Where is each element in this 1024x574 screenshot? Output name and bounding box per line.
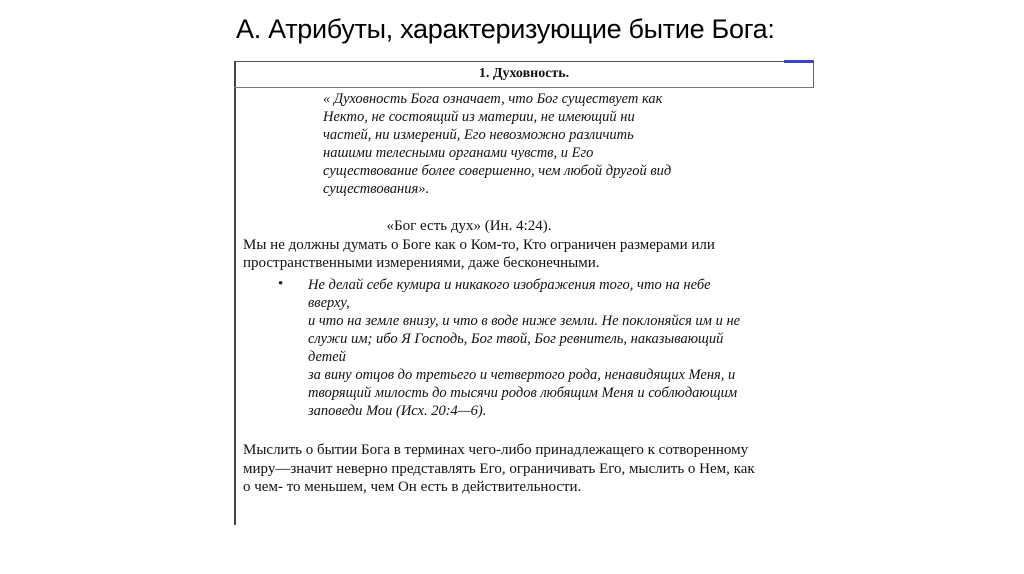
- bullet-line: за вину отцов до третьего и четвертого рода, ненавидящих Меня, и: [308, 367, 736, 383]
- bullet-line: творящий милость до тысячи родов любящим Меня и соблюдающим: [308, 385, 738, 401]
- bullet-line: заповеди Мои (Исх. 20:4—6).: [308, 403, 487, 419]
- paragraph-line: пространственными измерениями, даже бесконечными.: [243, 255, 600, 271]
- heading-underline-border: [234, 87, 814, 88]
- bullet-line: и что на земле внизу, и что в воде ниже земли. Не поклоняйся им и не: [308, 313, 741, 329]
- quote-line: Некто, не состоящий из материи, не имеющий ни: [323, 109, 635, 125]
- table-left-border: [234, 61, 236, 525]
- quote-line: существования».: [323, 181, 430, 197]
- paragraph-line: о чем- то меньшем, чем Он есть в действительности.: [243, 479, 582, 495]
- paragraph-line: миру—значит неверно представлять Его, ограничивать Его, мыслить о Нем, как: [243, 460, 755, 477]
- paragraph-line: Мы не должны думать о Боге как о Ком-то, Кто ограничен размерами или: [243, 237, 715, 253]
- table-top-border: [234, 61, 814, 62]
- bullet-line: вверху,: [308, 295, 350, 311]
- bullet-icon: •: [278, 276, 284, 292]
- verse-reference: «Бог есть дух» (Ин. 4:24).: [386, 218, 552, 234]
- closing-paragraph: [243, 441, 813, 497]
- quote-line: частей, ни измерений, Его невозможно различить: [323, 127, 634, 143]
- slide-title: А. Атрибуты, характеризующие бытие Бога:: [236, 14, 775, 44]
- scanned-document: [234, 60, 816, 526]
- bullet-text: [308, 276, 808, 420]
- intro-paragraph: [243, 236, 808, 272]
- accent-rule: [784, 60, 814, 63]
- quote-line: существование более совершенно, чем любой другой вид: [323, 163, 672, 179]
- paragraph-line: Мыслить о бытии Бога в терминах чего-либо принадлежащего к сотворенному: [243, 442, 749, 458]
- bullet-line: Не делай себе кумира и никакого изображения того, что на небе: [308, 277, 711, 293]
- quote-line: нашими телесными органами чувств, и Его: [323, 145, 594, 161]
- bullet-line: служи им; ибо Я Господь, Бог твой, Бог ревнитель, наказывающий: [308, 331, 724, 347]
- definition-quote: [323, 90, 763, 198]
- quote-line: « Духовность Бога означает, что Бог существует как: [323, 91, 663, 107]
- bullet-line: детей: [308, 349, 346, 365]
- section-heading: 1. Духовность.: [478, 66, 570, 81]
